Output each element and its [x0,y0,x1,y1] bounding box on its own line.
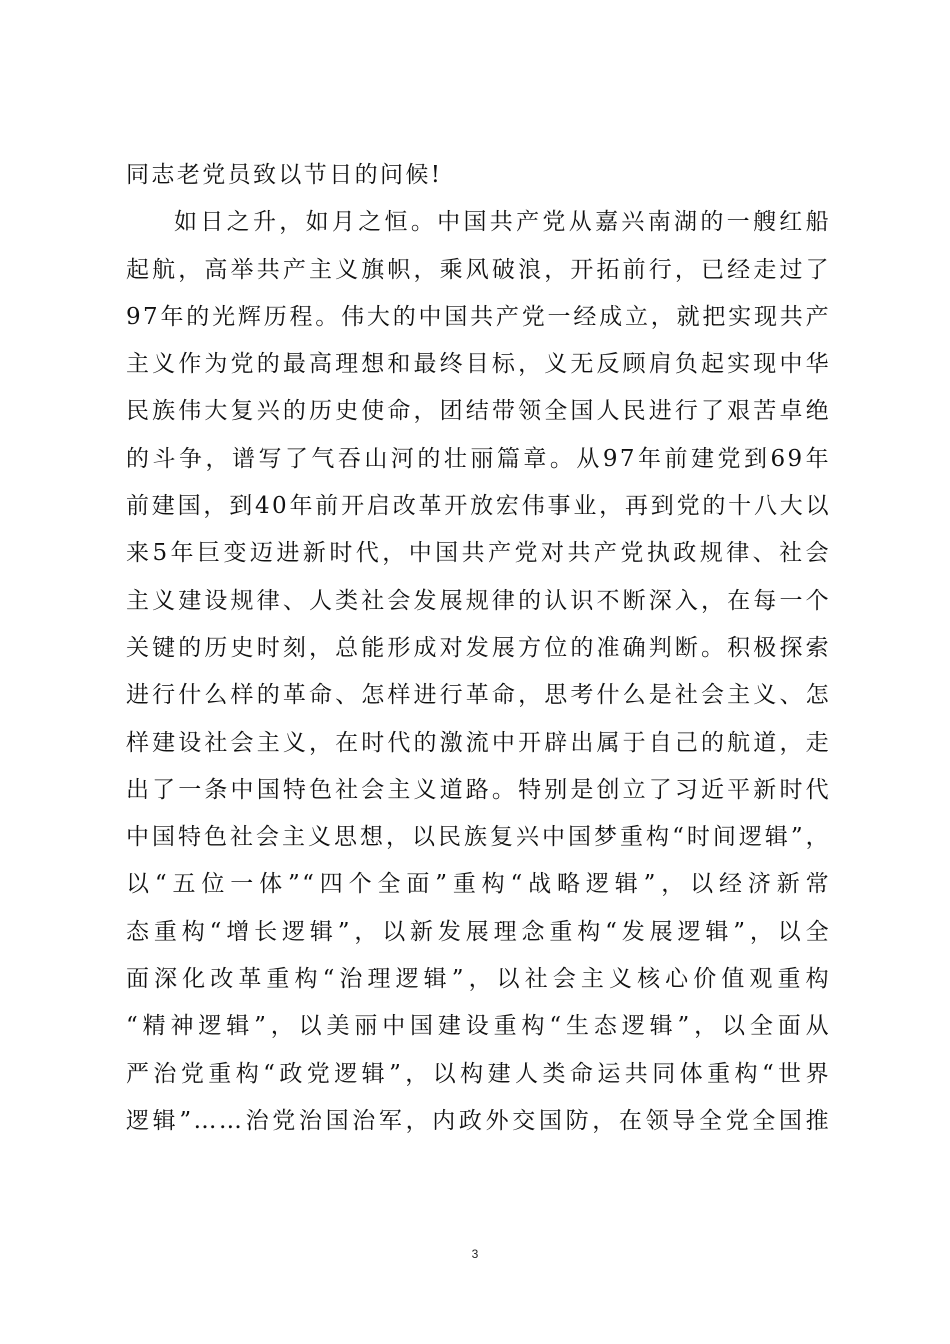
text-line: 来5年巨变迈进新时代，中国共产党对共产党执政规律、社会 [126,540,831,567]
text-line: 样建设社会主义，在时代的激流中开辟出属于自己的航道，走 [126,729,831,756]
text-line: “精神逻辑”，以美丽中国建设重构“生态逻辑”，以全面从 [126,1013,831,1040]
text-line: 97年的光辉历程。伟大的中国共产党一经成立，就把实现共产 [126,303,831,330]
body-text [126,152,831,1145]
text-line: 前建国，到40年前开启改革开放宏伟事业，再到党的十八大以 [126,493,831,520]
text-line: 严治党重构“政党逻辑”，以构建人类命运共同体重构“世界 [126,1060,831,1087]
text-line: 起航，高举共产主义旗帜，乘风破浪，开拓前行，已经走过了 [126,256,831,283]
text-line: 如日之升，如月之恒。中国共产党从嘉兴南湖的一艘红船 [174,209,831,236]
page-number: 3 [471,1247,479,1261]
text-line: 中国特色社会主义思想，以民族复兴中国梦重构“时间逻辑”， [126,824,831,851]
text-line: 逻辑”……治党治国治军，内政外交国防，在领导全党全国推 [126,1107,831,1134]
text-line: 出了一条中国特色社会主义道路。特别是创立了习近平新时代 [126,776,831,803]
text-line: 以“五位一体”“四个全面”重构“战略逻辑”，以经济新常 [126,871,831,898]
text-line: 主义作为党的最高理想和最终目标，义无反顾肩负起实现中华 [126,351,831,378]
text-line: 关键的历史时刻，总能形成对发展方位的准确判断。积极探索 [126,634,831,661]
text-line: 的斗争，谱写了气吞山河的壮丽篇章。从97年前建党到69年 [126,445,831,472]
text-line: 主义建设规律、人类社会发展规律的认识不断深入，在每一个 [126,587,831,614]
text-line: 进行什么样的革命、怎样进行革命，思考什么是社会主义、怎 [126,682,831,709]
text-line: 态重构“增长逻辑”，以新发展理念重构“发展逻辑”，以全 [126,918,831,945]
text-line: 民族伟大复兴的历史使命，团结带领全国人民进行了艰苦卓绝 [126,398,831,425]
text-line: 同志老党员致以节日的问候! [126,162,443,188]
text-line: 面深化改革重构“治理逻辑”，以社会主义核心价值观重构 [126,966,831,993]
